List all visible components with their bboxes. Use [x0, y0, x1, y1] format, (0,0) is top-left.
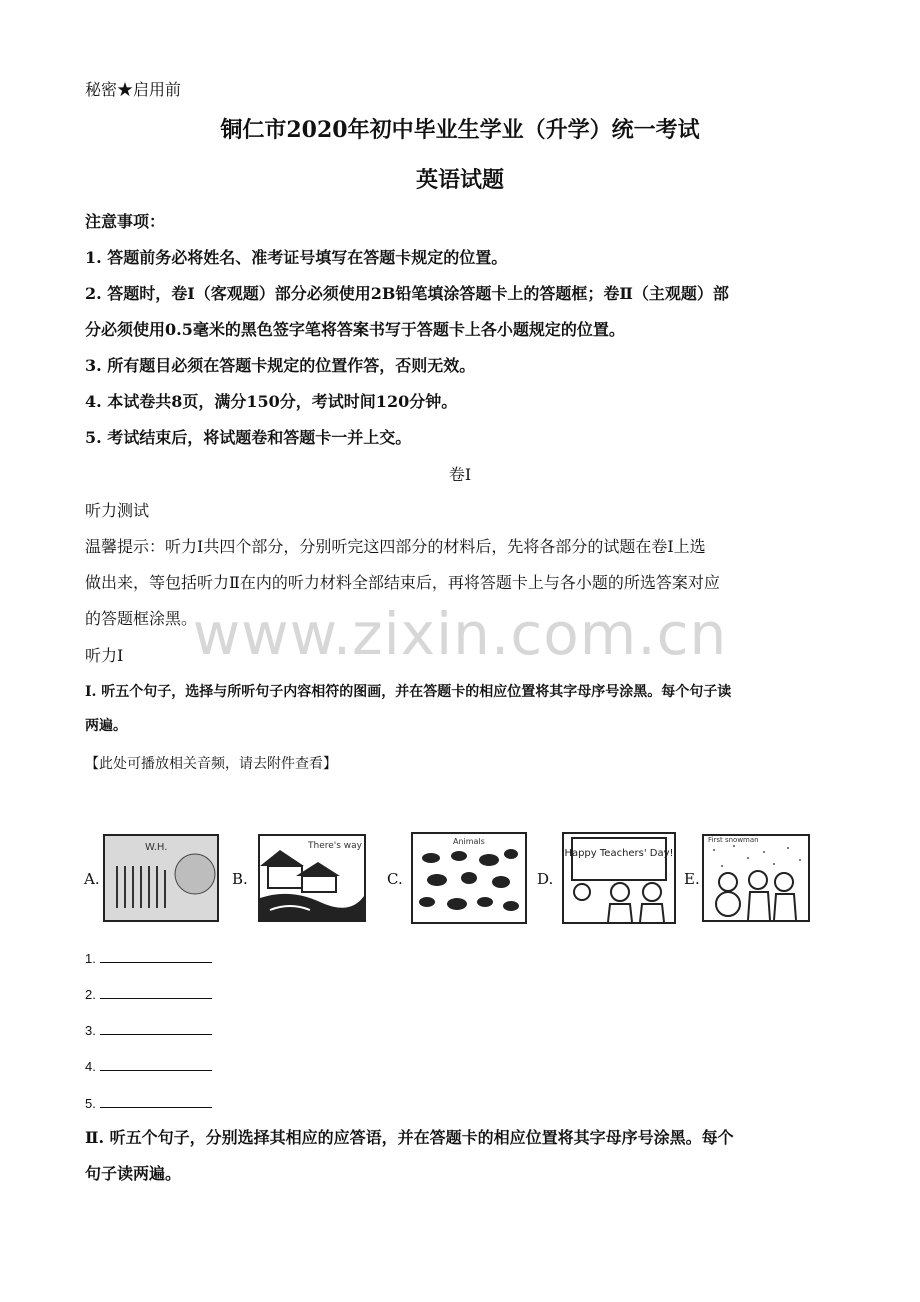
picture-e-caption: First snowman — [708, 836, 759, 844]
volume-heading: 卷Ⅰ — [448, 465, 472, 484]
blank-line[interactable] — [100, 1095, 212, 1108]
note-item: 3. 所有题目必须在答题卡规定的位置作答，否则无效。 — [85, 356, 476, 375]
exam-title: 铜仁市2020年初中毕业生学业（升学）统一考试 — [220, 117, 700, 143]
note-item: 分必须使用0.5毫米的黑色签字笔将答案书写于答题卡上各小题规定的位置。 — [85, 320, 625, 339]
section2-line: 句子读两遍。 — [85, 1164, 182, 1183]
secret-label: 秘密★启用前 — [85, 80, 182, 99]
answer-blank[interactable] — [85, 1058, 212, 1075]
blank-number: 1. — [85, 951, 96, 966]
blank-number: 4. — [85, 1059, 96, 1074]
note-item: 2. 答题时，卷Ⅰ（客观题）部分必须使用2B铅笔填涂答题卡上的答题框；卷Ⅱ（主观题）部 — [85, 284, 729, 303]
tip-line: 温馨提示：听力Ⅰ共四个部分，分别听完这四部分的材料后，先将各部分的试题在卷Ⅰ上选 — [85, 537, 706, 556]
watermark: www.zixin.com.cn — [192, 600, 728, 668]
note-item: 4. 本试卷共8页，满分150分，考试时间120分钟。 — [85, 392, 458, 411]
picture-e-label: E. — [684, 870, 700, 888]
tip-line: 做出来，等包括听力Ⅱ在内的听力材料全部结束后，再将答题卡上与各小题的所选答案对应 — [85, 573, 720, 592]
blank-number: 2. — [85, 987, 96, 1002]
note-item: 1. 答题前务必将姓名、准考证号填写在答题卡规定的位置。 — [85, 248, 508, 267]
answer-blank[interactable] — [85, 1022, 212, 1039]
answer-blank[interactable] — [85, 1095, 212, 1112]
picture-d[interactable] — [562, 832, 676, 924]
picture-d-caption: Happy Teachers' Day! — [564, 848, 674, 859]
part-heading: 听力Ⅰ — [85, 646, 124, 665]
exam-subtitle: 英语试题 — [415, 167, 504, 193]
picture-c-label: C. — [387, 870, 403, 888]
note-item: 5. 考试结束后，将试题卷和答题卡一并上交。 — [85, 428, 412, 447]
picture-a-label: A. — [84, 870, 100, 888]
picture-a[interactable] — [103, 834, 219, 922]
picture-b-caption: There's way — [308, 841, 363, 851]
picture-e[interactable] — [702, 834, 810, 922]
picture-c-drawing — [413, 834, 525, 922]
picture-b-label: B. — [232, 870, 248, 888]
blank-line[interactable] — [100, 1022, 212, 1035]
blank-line[interactable] — [100, 986, 212, 999]
picture-a-caption: W.H. — [145, 842, 168, 853]
answer-blank[interactable] — [85, 950, 212, 967]
section1-line: 两遍。 — [85, 718, 127, 734]
audio-note: 【此处可播放相关音频，请去附件查看】 — [85, 756, 337, 772]
listening-heading: 听力测试 — [85, 501, 150, 520]
notes-heading: 注意事项： — [85, 212, 166, 231]
blank-line[interactable] — [100, 1058, 212, 1071]
blank-number: 3. — [85, 1023, 96, 1038]
blank-number: 5. — [85, 1096, 96, 1111]
picture-e-drawing — [704, 836, 808, 920]
picture-d-drawing — [564, 834, 674, 922]
picture-c[interactable] — [411, 832, 527, 924]
picture-b-drawing — [260, 836, 364, 920]
section1-line: Ⅰ. 听五个句子，选择与所听句子内容相符的图画，并在答题卡的相应位置将其字母序号涂黑。每个句子读 — [85, 684, 732, 700]
picture-a-drawing — [105, 836, 217, 920]
picture-b[interactable] — [258, 834, 366, 922]
picture-d-label: D. — [537, 870, 554, 888]
blank-line[interactable] — [100, 950, 212, 963]
tip-line: 的答题框涂黑。 — [85, 609, 198, 628]
section2-line: Ⅱ. 听五个句子，分别选择其相应的应答语，并在答题卡的相应位置将其字母序号涂黑。每个 — [85, 1128, 734, 1147]
answer-blank[interactable] — [85, 986, 212, 1003]
picture-c-caption: Animals — [453, 837, 485, 846]
